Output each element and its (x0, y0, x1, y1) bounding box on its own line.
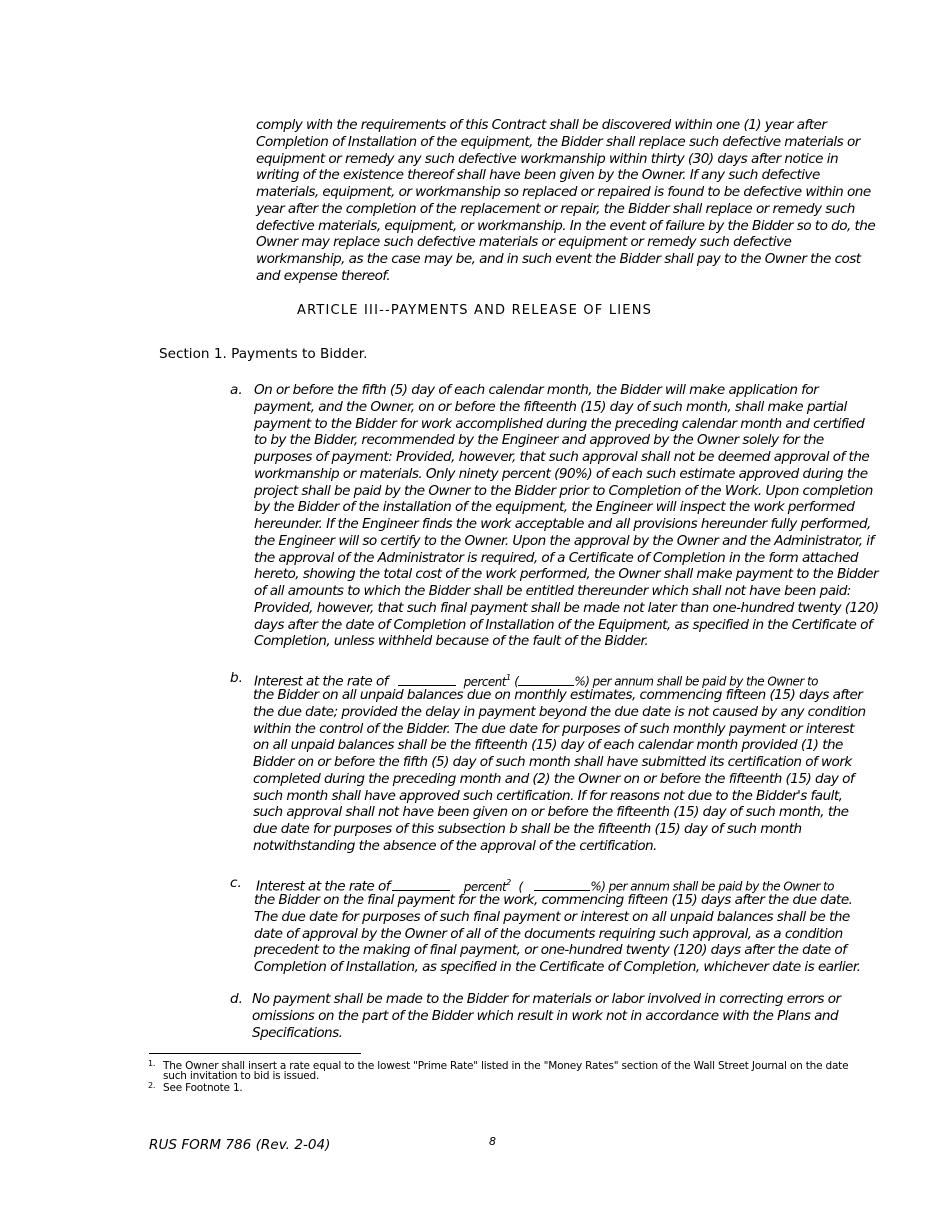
footnote-2-mark: 2. (148, 1081, 156, 1090)
paragraph-b-letter: b. (230, 670, 243, 686)
rate-blank-b[interactable] (398, 673, 456, 686)
paragraph-c-tail: %) per annum shall be paid by the Owner to (590, 879, 834, 894)
footnote-rule (149, 1053, 361, 1054)
paragraph-c-lead: Interest at the rate of (256, 878, 391, 895)
footnote-ref-2: 2 (506, 878, 511, 887)
footnote-1 (148, 1059, 873, 1082)
paragraph-b-open-paren: ( (514, 674, 519, 689)
footnote-ref-1: 1 (505, 673, 511, 682)
footnote-1-mark: 1. (148, 1059, 156, 1068)
article-heading: ARTICLE III--PAYMENTS AND RELEASE OF LIENS (297, 303, 653, 318)
paragraph-c-open-paren: ( (518, 879, 523, 894)
paragraph-a-letter: a. (230, 382, 243, 398)
paragraph-b-percent: percent (463, 674, 506, 689)
form-identifier: RUS FORM 786 (Rev. 2-04) (149, 1137, 331, 1153)
percent-blank-c[interactable] (534, 878, 590, 891)
paragraph-a: On or before the fifth (5) day of each calendar month, the Bidder will make application for payment, and the Owner, on or before the fifteenth (15) day of such month, shall make partial payment to the Bidder for work accomplished during the preceding calendar month and certified to by the Bidder, recommended by the Engineer and approved by the Owner solely for the purposes of payment: Provided, however, that such approval shall not be deemed approval of the workmanship or materials. Only ninety percent (90%) of each such estimate approved during the project shall be paid by the Owner to the Bidder prior to Completion of the Work. Upon completion by the Bidder of the installation of the equipment, the Engineer will inspect the work performed hereunder. If the Engineer finds the work acceptable and all provisions hereunder fully performed, the Engineer will so certify to the Owner. Upon the approval by the Owner and the Administrator, if the approval of the Administrator is required, of a Certificate of Completion in the form attached hereto, showing the total cost of the work performed, the Owner shall make payment to the Bidder of all amounts to which the Bidder shall be entitled thereunder which shall not have been paid: Provided, however, that such final payment shall be made not later than one-hundred twenty (120) days after the date of Completion of Installation of the Equipment, as specified in the Certificate of Completion, unless withheld because of the fault of the Bidder. (254, 382, 879, 650)
paragraph-d: No payment shall be made to the Bidder for materials or labor involved in correcting errors or omissions on the part of the Bidder which result in work not in accordance with the Plans and Specifications. (252, 991, 841, 1041)
paragraph-c: the Bidder on the final payment for the work, commencing fifteen (15) days after the due date. The due date for purposes of such final payment or interest on all unpaid balances shall be the date of approval by the Owner of all of the documents requiring such approval, as a condition precedent to the making of final payment, or one-hundred twenty (120) days after the date of Completion of Installation, as specified in the Certificate of Completion, whichever date is earlier. (254, 892, 861, 975)
footnote-2 (148, 1081, 243, 1094)
page-number: 8 (489, 1135, 496, 1148)
footnote-2-text: See Footnote 1. (163, 1082, 243, 1094)
footnote-1-text: The Owner shall insert a rate equal to the lowest "Prime Rate" listed in the "Money Rates" section of the Wall Street Journal on the date such invitation to bid is issued. (163, 1060, 849, 1082)
paragraph-b: the Bidder on all unpaid balances due on monthly estimates, commencing fifteen (15) days after the due date; provided the delay in payment beyond the due date is not caused by any condition within the control of the Bidder. The due date for purposes of such monthly payment or interest on all unpaid balances shall be the fifteenth (15) day of each calendar month provided (1) the Bidder on or before the fifth (5) day of such month shall have submitted its certification of work completed during the preceding month and (2) the Owner on or before the fifteenth (15) day of such month shall have approved such certification. If for reasons not due to the Bidder's fault, such approval shall not have been given on or before the fifteenth (15) day of such month, the due date for purposes of this subsection b shall be the fifteenth (15) day of such month notwithstanding the absence of the approval of the certification. (253, 687, 866, 854)
percent-blank-b[interactable] (518, 673, 574, 686)
paragraph-c-letter: c. (230, 875, 242, 891)
section-heading: Section 1. Payments to Bidder. (159, 346, 368, 362)
paragraph-b-tail: %) per annum shall be paid by the Owner to (574, 674, 818, 689)
rate-blank-c[interactable] (392, 878, 450, 891)
intro-paragraph: comply with the requirements of this Contract shall be discovered within one (1) year after Completion of Installation of the equipment, the Bidder shall replace such defective materials or equipment or remedy any such defective workmanship within thirty (30) days after notice in writing of the existence thereof shall have been given by the Owner. If any such defective materials, equipment, or workmanship so replaced or repaired is found to be defective within one year after the completion of the replacement or repair, the Bidder shall replace or remedy such defective materials, equipment, or workmanship. In the event of failure by the Bidder so to do, the Owner may replace such defective materials or equipment or remedy such defective workmanship, as the case may be, and in such event the Bidder shall pay to the Owner the cost and expense thereof. (256, 117, 876, 284)
paragraph-c-percent: percent (463, 879, 507, 894)
paragraph-d-letter: d. (230, 991, 243, 1007)
paragraph-b-lead: Interest at the rate of (254, 673, 389, 690)
